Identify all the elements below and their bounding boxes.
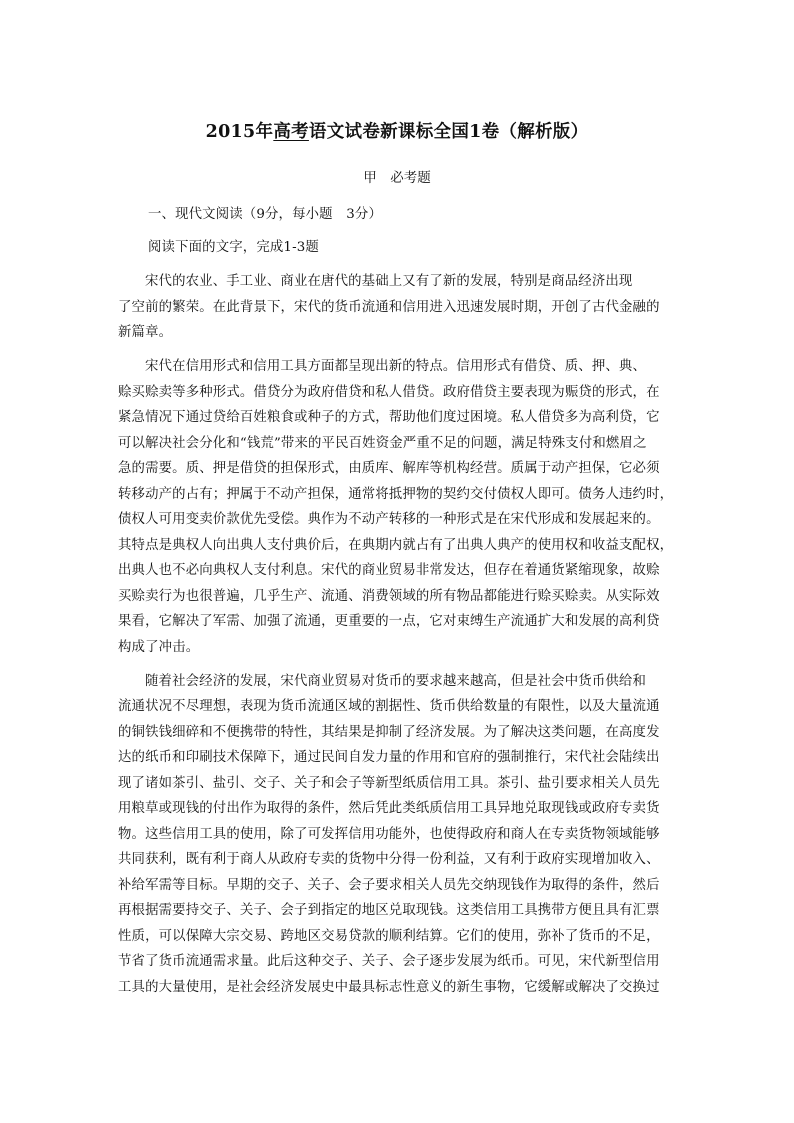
text-line: 节省了货币流通需求量。此后这种交子、关子、会子逐步发展为纸币。可见，宋代新型信用 <box>118 954 660 969</box>
text-line: 工具的大量使用，是社会经济发展史中最具标志性意义的新生事物，它缓解或解决了交换过 <box>118 980 660 995</box>
text-line: 的铜铁钱细碎和不便携带的特性，其结果是抑制了经济发展。为了解决这类问题，在高度发 <box>118 725 660 740</box>
section-heading: 一、现代文阅读（9分，每小题 3分） <box>148 207 382 222</box>
text-line: 宋代的农业、手工业、商业在唐代的基础上又有了新的发展，特别是商品经济出现 <box>145 274 633 289</box>
text-line: 赊买赊卖等多种形式。借贷分为政府借贷和私人借贷。政府借贷主要表现为赈贷的形式，在 <box>118 385 660 400</box>
text-line: 了空前的繁荣。在此背景下，宋代的货币流通和信用进入迅速发展时期，开创了古代金融的 <box>118 300 660 315</box>
text-line: 再根据需要持交子、关子、会子到指定的地区兑取现钱。这类信用工具携带方便且具有汇票 <box>118 903 660 918</box>
text-line: 达的纸币和印刷技术保障下，通过民间自发力量的作用和官府的强制推行，宋代社会陆续出 <box>118 750 660 765</box>
text-line: 可以解决社会分化和“钱荒”带来的平民百姓资金严重不足的问题，满足特殊支付和燃眉之 <box>118 436 647 451</box>
text-line: 果看，它解决了军需、加强了流通，更重要的一点，它对束缚生产流通扩大和发展的高利贷 <box>118 614 660 629</box>
text-line: 新篇章。 <box>118 325 173 340</box>
text-line: 用粮草或现钱的付出作为取得的条件，然后凭此类纸质信用工具异地兑取现钱或政府专卖货 <box>118 801 660 816</box>
text-line: 随着社会经济的发展，宋代商业贸易对货币的要求越来越高，但是社会中货币供给和 <box>145 674 647 689</box>
text-line: 急的需要。质、押是借贷的担保形式，由质库、解库等机构经营。质属于动产担保，它必须 <box>118 461 660 476</box>
text-line: 构成了冲击。 <box>118 640 200 655</box>
text-line: 债权人可用变卖价款优先受偿。典作为不动产转移的一种形式是在宋代形成和发展起来的。 <box>118 512 660 527</box>
section-subheading: 甲 必考题 <box>363 170 431 186</box>
text-line: 其特点是典权人向出典人支付典价后，在典期内就占有了出典人典产的使用权和收益支配权， <box>118 538 674 553</box>
text-line: 宋代在信用形式和信用工具方面都呈现出新的特点。信用形式有借贷、质、押、典、 <box>145 359 647 374</box>
text-line: 紧急情况下通过贷给百姓粮食或种子的方式，帮助他们度过困境。私人借贷多为高利贷，它 <box>118 410 660 425</box>
text-line: 买赊卖行为也很普遍，几乎生产、流通、消费领域的所有物品都能进行赊买赊卖。从实际效 <box>118 589 660 604</box>
text-line: 出典人也不必向典权人支付利息。宋代的商业贸易非常发达，但存在着通货紧缩现象，故赊 <box>118 563 660 578</box>
page-title <box>0 118 794 143</box>
title-prefix: 2015年 <box>205 122 274 142</box>
text-line: 性质，可以保障大宗交易、跨地区交易贷款的顺利结算。它们的使用，弥补了货币的不足， <box>118 929 660 944</box>
text-line: 物。这些信用工具的使用，除了可发挥信用功能外，也使得政府和商人在专卖货物领域能够 <box>118 827 660 842</box>
text-line: 流通状况不尽理想，表现为货币流通区域的割据性、货币供给数量的有限性，以及大量流通 <box>118 699 660 714</box>
title-underlined: 高考 <box>273 122 309 142</box>
reading-instruction: 阅读下面的文字，完成1-3题 <box>148 240 319 255</box>
text-line: 补给军需等目标。早期的交子、关子、会子要求相关人员先交纳现钱作为取得的条件，然后 <box>118 878 660 893</box>
text-line: 转移动产的占有；押属于不动产担保，通常将抵押物的契约交付债权人即可。债务人违约时， <box>118 487 674 502</box>
text-line: 现了诸如茶引、盐引、交子、关子和会子等新型纸质信用工具。茶引、盐引要求相关人员先 <box>118 776 660 791</box>
text-line: 共同获利，既有利于商人从政府专卖的货物中分得一份利益，又有利于政府实现增加收入、 <box>118 852 660 867</box>
title-suffix: 语文试卷新课标全国1卷（解析版） <box>308 122 589 142</box>
